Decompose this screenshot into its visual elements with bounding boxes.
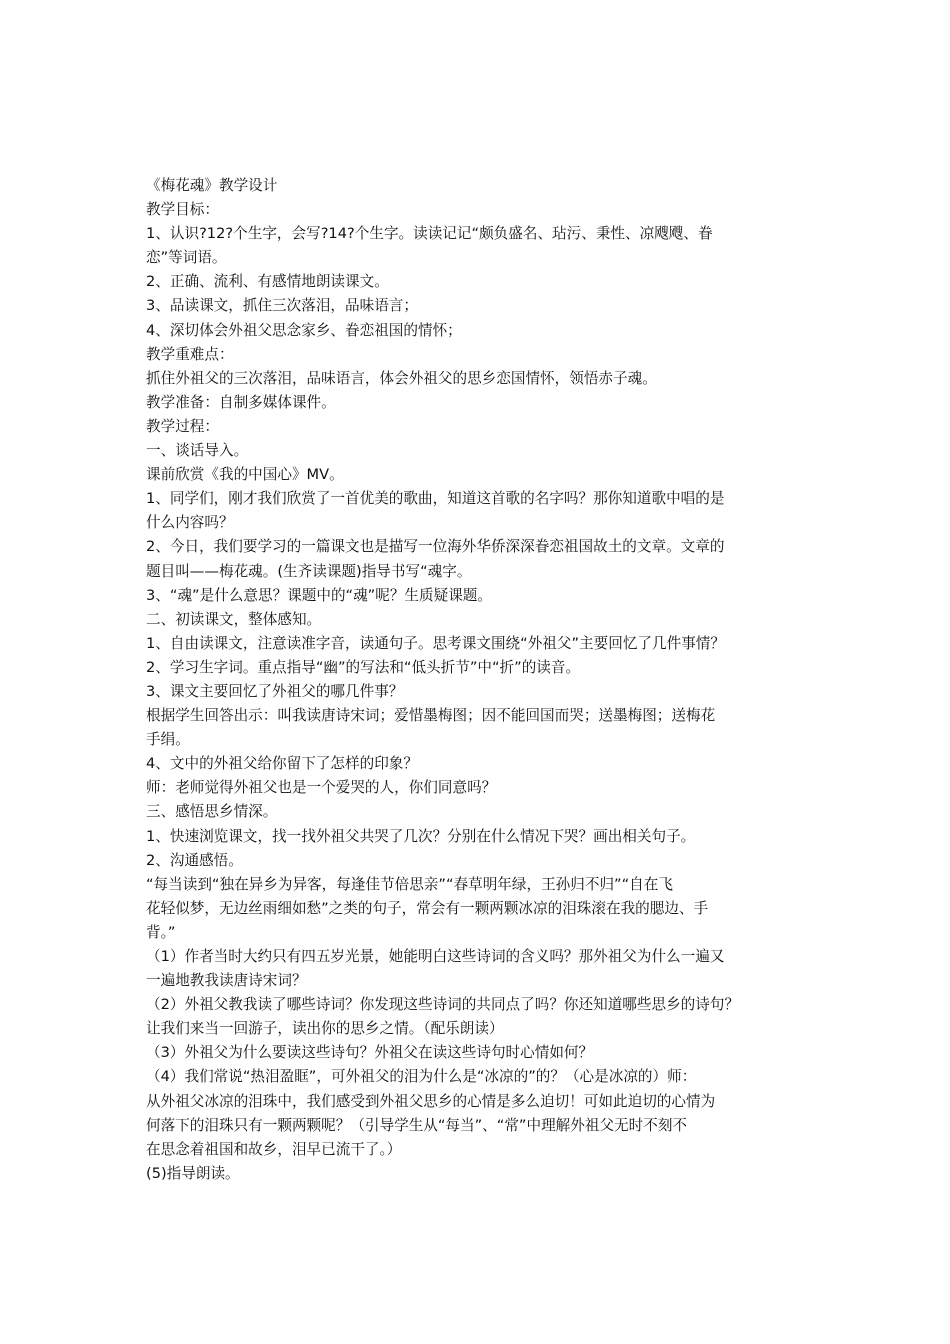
- paragraph-line: 2、沟通感悟。: [146, 851, 243, 869]
- paragraph-line: 从外祖父冰凉的泪珠中，我们感受到外祖父思乡的心情是多么迫切！可如此迫切的心情为: [146, 1092, 716, 1110]
- quote-line: 花轻似梦，无边丝雨细如愁”之类的句子，常会有一颗两颗冰凉的泪珠滚在我的腮边、手: [146, 899, 709, 917]
- paragraph-line: 题目叫——梅花魂。(生齐读课题)指导书写“魂字。: [146, 562, 472, 580]
- quote-line: “每当读到“独在异乡为异客，每逢佳节倍思亲”“春草明年绿，王孙归不归”“自在飞: [146, 875, 673, 893]
- paragraph-line: （4）我们常说“热泪盈眶”，可外祖父的泪为什么是“冰凉的”的？（心是冰凉的）师：: [146, 1068, 697, 1086]
- paragraph-line: （2）外祖父教我读了哪些诗词？你发现这些诗词的共同点了吗？你还知道哪些思乡的诗句？: [146, 996, 740, 1014]
- paragraph-line: 何落下的泪珠只有一颗两颗呢？（引导学生从“每当”、“常”中理解外祖父无时不刻不: [146, 1116, 688, 1134]
- paragraph-line: （1）作者当时大约只有四五岁光景，她能明白这些诗词的含义吗？那外祖父为什么一遍又: [146, 948, 725, 965]
- quote-line: 背。”: [146, 923, 176, 941]
- document-title: 《梅花魂》教学设计: [146, 177, 278, 194]
- objective-3: 3、品读课文，抓住三次落泪，品味语言；: [146, 297, 418, 315]
- paragraph-line: (5)指导朗读。: [146, 1164, 240, 1182]
- section-heading-key-points: 教学重难点：: [146, 345, 234, 363]
- paragraph-line: 2、今日，我们要学习的一篇课文也是描写一位海外华侨深深眷恋祖国故土的文章。文章的: [146, 538, 725, 556]
- objective-2: 2、正确、流利、有感情地朗读课文。: [146, 273, 389, 291]
- paragraph-line: 手绢。: [146, 731, 190, 749]
- paragraph-line: 1、同学们，刚才我们欣赏了一首优美的歌曲，知道这首歌的名字吗？那你知道歌中唱的是: [146, 490, 725, 508]
- paragraph-line: 让我们来当一回游子，读出你的思乡之情。（配乐朗读）: [146, 1020, 504, 1038]
- paragraph-line: 2、学习生字词。重点指导“幽”的写法和“低头折节”中“折”的读音。: [146, 658, 581, 676]
- paragraph-line: 3、“魂”是什么意思？课题中的“魂”呢？生质疑课题。: [146, 586, 492, 604]
- paragraph-line: 一遍地教我读唐诗宋词？: [146, 972, 307, 990]
- part-3-heading: 三、感悟思乡情深。: [146, 803, 278, 821]
- document-body: [146, 174, 846, 1186]
- section-heading-objectives: 教学目标：: [146, 201, 219, 219]
- paragraph-line: 师：老师觉得外祖父也是一个爱哭的人，你们同意吗？: [146, 779, 497, 797]
- objective-4: 4、深切体会外祖父思念家乡、眷恋祖国的情怀；: [146, 321, 462, 339]
- objective-1-line-1: 1、认识?12?个生字，会写?14?个生字。读读记记“颇负盛名、玷污、秉性、凉飕飕、眷: [146, 225, 713, 243]
- paragraph-line: 根据学生回答出示：叫我读唐诗宋词；爱惜墨梅图；因不能回国而哭；送墨梅图；送梅花: [146, 707, 716, 725]
- paragraph-line: 1、快速浏览课文，找一找外祖父共哭了几次？分别在什么情况下哭？画出相关句子。: [146, 827, 696, 845]
- preparation-text: 教学准备：自制多媒体课件。: [146, 393, 336, 411]
- paragraph-line: 什么内容吗？: [146, 514, 234, 532]
- paragraph-line: 在思念着祖国和故乡，泪早已流干了。）: [146, 1140, 402, 1158]
- part-1-heading: 一、谈话导入。: [146, 442, 249, 460]
- paragraph-line: 4、文中的外祖父给你留下了怎样的印象？: [146, 755, 418, 773]
- part-2-heading: 二、初读课文，整体感知。: [146, 610, 322, 628]
- paragraph-line: 1、自由读课文，注意读准字音，读通句子。思考课文围绕“外祖父”主要回忆了几件事情？: [146, 634, 725, 652]
- paragraph-line: 课前欣赏《我的中国心》MV。: [146, 466, 344, 484]
- section-heading-process: 教学过程：: [146, 417, 219, 435]
- objective-1-line-2: 恋”等词语。: [146, 249, 227, 267]
- key-points-text: 抓住外祖父的三次落泪，品味语言，体会外祖父的思乡恋国情怀，领悟赤子魂。: [146, 369, 657, 387]
- paragraph-line: （3）外祖父为什么要读这些诗句？外祖父在读这些诗句时心情如何？: [146, 1044, 594, 1062]
- paragraph-line: 3、课文主要回忆了外祖父的哪几件事？: [146, 682, 404, 700]
